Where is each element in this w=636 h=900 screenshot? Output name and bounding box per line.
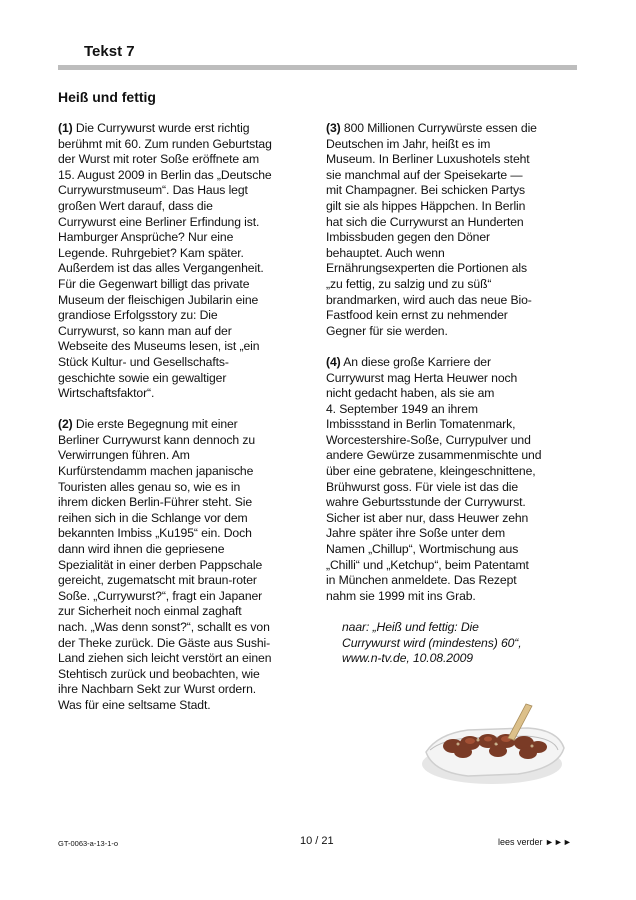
text-line: (3) 800 Millionen Currywürste essen die [326,121,537,135]
text-line: ihre Nachbarn Sekt zur Wurst ordern. [58,682,257,697]
text-line: Spezialität in einer derben Pappschale [58,557,263,572]
text-line: zur Sicherheit noch einmal zaghaft [58,604,242,619]
source-line: Currywurst wird (mindestens) 60“, [342,635,522,650]
text-line: nach. „Was denn sonst?“, schallt es von [58,620,270,634]
text-line: Fastfood kein ernst zu nehmender [326,308,508,323]
text-line: Currywurstmuseum“. Das Haus legt [58,183,248,198]
text-line: Für die Gegenwart billigt das private [58,276,250,291]
paragraph-number: (4) [326,354,341,369]
text-line: Berliner Currywurst kann dennoch zu [58,432,256,447]
text-line: brandmarken, wird auch das neue Bio- [326,292,532,307]
text-line: über eine gebratene, kleingeschnittene, [326,464,536,479]
paragraph-1 [58,121,298,402]
text-line: Namen „Chillup“, Wortmischung aus [326,542,519,557]
left-column [58,121,298,729]
document-code: GT-0063-a-13-1-o [58,839,119,848]
text-line: Was für eine seltsame Stadt. [58,697,211,712]
text-line: „Chilli“ und „Ketchup“, beim Patentamt [326,557,529,572]
text-line: wahre Geburtsstunde der Currywurst. [326,495,526,510]
text-line: Currywurst mag Herta Heuwer noch [326,370,518,385]
paragraph-4 [326,355,576,605]
text-line: Wirtschaftsfaktor“. [58,386,155,401]
source-citation [342,620,576,667]
text-line: Jahre später ihre Soße unter dem [326,526,506,541]
text-line: Worcestershire-Soße, Currypulver und [326,432,531,447]
text-line: gereicht, zugematscht mit braun-roter [58,573,257,588]
continue-indicator: lees verder ►►► [498,837,572,847]
paragraph-number: (2) [58,417,73,432]
header-divider [58,65,577,70]
text-line: dann wird ihnen die gepriesene [58,542,225,557]
page-number: 10 / 21 [300,835,334,847]
text-line: sie manchmal auf der Speisekarte — [326,167,523,182]
text-line: Stück Kultur- und Gesellschafts- [58,354,229,369]
text-line: (2) Die erste Begegnung mit einer [58,417,238,432]
paragraph-3 [326,121,576,339]
text-line: Soße. „Currywurst?“, fragt ein Japaner [58,588,263,603]
text-line: 15. August 2009 in Berlin das „Deutsche [58,167,272,182]
text-line: Museum. In Berliner Luxushotels steht [326,152,530,167]
text-line: Currywurst eine Berliner Erfindung ist. [58,214,260,229]
paragraph-number: (3) [326,121,341,135]
text-line: Brühwurst goss. Für viele ist das die [326,479,519,494]
text-line: Verwirrungen führen. Am [58,448,190,463]
source-line: naar: „Heiß und fettig: Die [342,620,479,634]
text-line: andere Gewürze zusammenmischte und [326,448,542,463]
text-line: Stehtisch zurück und beobachten, wie [58,666,260,681]
right-column [326,121,576,667]
section-title: Tekst 7 [84,43,135,60]
text-line: großen Wert darauf, dass die [58,198,213,213]
article-title: Heiß und fettig [58,89,156,105]
source-line: www.n-tv.de, 10.08.2009 [342,651,473,666]
text-line: behauptet. Auch wenn [326,245,445,260]
text-line: Museum der fleischigen Jubilarin eine [58,292,259,307]
text-line: (4) An diese große Karriere der [326,354,491,369]
text-line: reihen sich in die Schlange vor dem [58,510,248,525]
text-line: Touristen alles genau so, wie es in [58,479,241,494]
text-line: der Wurst mit roter Soße eröffnete am [58,152,260,167]
text-line: mit Champagner. Bei schicken Partys [326,183,526,198]
text-line: Deutschen im Jahr, heißt es im [326,136,491,151]
text-line: „zu fettig, zu salzig und zu süß“ [326,276,492,291]
text-line: Hamburger Ansprüche? Nur eine [58,230,234,245]
text-line: 4. September 1949 an ihrem [326,401,478,416]
currywurst-image [408,694,576,790]
text-line: Legende. Ruhrgebiet? Kam später. [58,245,244,260]
text-line: Land ziehen sich leicht verstört an einen [58,651,272,666]
text-line: Außerdem ist das alles Vergangenheit. [58,261,264,276]
text-line: Kurfürstendamm machen japanische [58,464,254,479]
text-line: Gegner für sie werden. [326,323,448,338]
text-line: gilt sie als hippes Häppchen. In Berlin [326,198,526,213]
text-line: Imbissbuden gegen den Döner [326,230,490,245]
text-line: Webseite des Museums lesen, ist „ein [58,339,260,354]
text-line: in München anmeldete. Das Rezept [326,573,517,588]
text-line: geschichte sowie ein gewaltiger [58,370,227,385]
text-line: Currywurst, so kann man auf der [58,323,232,338]
text-line: bekannten Imbiss „Ku195“ ein. Doch [58,526,252,541]
text-line: der Theke zurück. Die Gäste aus Sushi- [58,635,271,650]
text-line: (1) Die Currywurst wurde erst richtig [58,121,250,135]
text-line: Ernährungsexperten die Portionen als [326,261,528,276]
text-line: hat sich die Currywurst an Hunderten [326,214,524,229]
paragraph-number: (1) [58,121,73,135]
text-line: grandiose Erfolgsstory zu: Die [58,308,218,323]
text-line: nicht gedacht haben, als sie am [326,386,495,401]
paragraph-2 [58,417,298,713]
text-line: Imbissstand in Berlin Tomatenmark, [326,417,516,432]
text-line: berühmt mit 60. Zum runden Geburtstag [58,136,272,151]
text-line: ihrem dicken Berlin-Führer steht. Sie [58,495,253,510]
text-line: Sicher ist aber nur, dass Heuwer zehn [326,510,529,525]
text-line: nahm sie 1999 mit ins Grab. [326,588,476,603]
